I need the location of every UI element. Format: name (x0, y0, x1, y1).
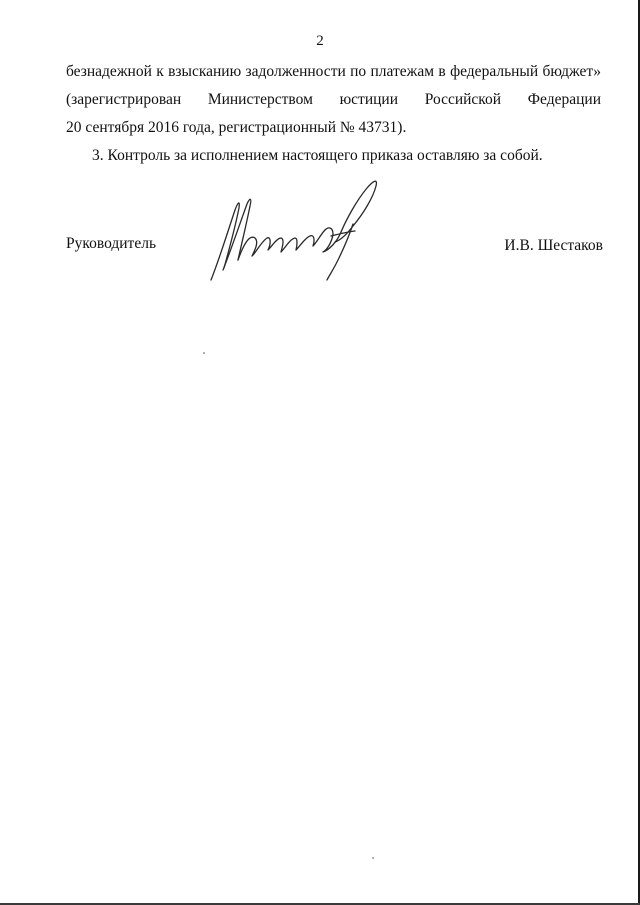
paragraph-line-3: 20 сентября 2016 года, регистрационный № 43731). (66, 119, 407, 136)
word: по (350, 63, 367, 80)
word: (зарегистрирован (66, 91, 182, 108)
word: бюджет» (542, 63, 601, 80)
scan-speck (372, 857, 374, 859)
paragraph-item-3: 3. Контроль за исполнением настоящего приказа оставляю за собой. (92, 147, 543, 164)
scan-speck (203, 352, 205, 354)
word: безнадежной (66, 63, 152, 80)
word: в (438, 63, 446, 80)
word: задолженности (245, 63, 346, 80)
word: Федерации (527, 91, 601, 108)
word: юстиции (339, 91, 399, 108)
word: Министерством (207, 91, 313, 108)
word: федеральный (450, 63, 539, 80)
word: платежам (370, 63, 435, 80)
word: к (156, 63, 164, 80)
signatory-title: Руководитель (66, 235, 157, 252)
word: взысканию (168, 63, 242, 80)
handwritten-signature (205, 176, 380, 286)
page-number: 2 (316, 33, 324, 49)
word: Российской (424, 91, 502, 108)
signatory-name: И.В. Шестаков (504, 237, 603, 254)
paragraph-line-2 (66, 90, 601, 110)
paragraph-line-1 (66, 62, 601, 82)
